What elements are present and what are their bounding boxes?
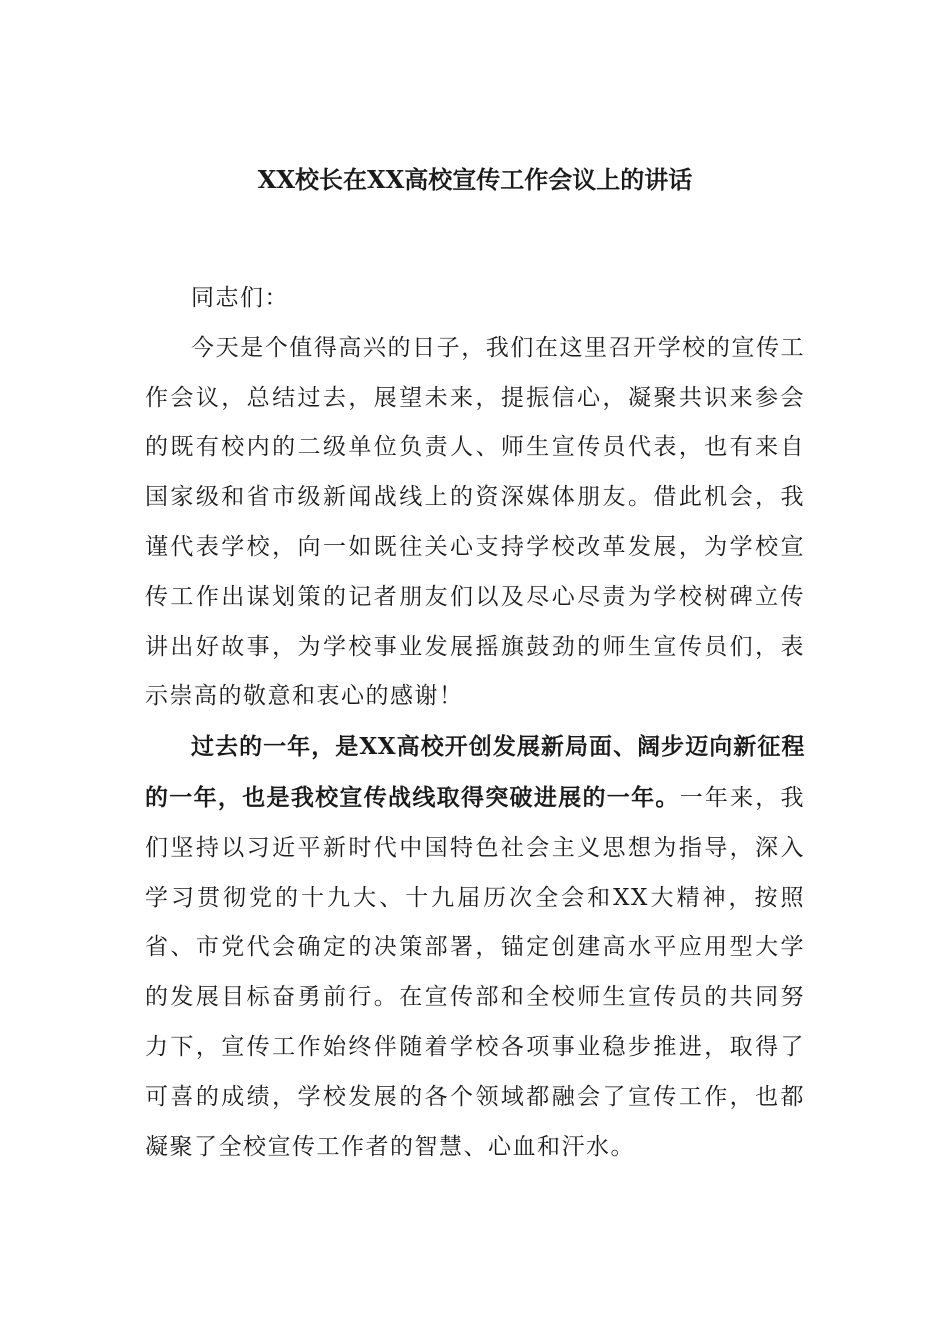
paragraph-review-text: 一年来，我们坚持以习近平新时代中国特色社会主义思想为指导，深入学习贯彻党的十九大、十九届历次全会和XX大精神，按照省、市党代会确定的决策部署，锚定创建高水平应用型大学的发展目标奋勇前行。在宣传部和全校师生宣传员的共同努力下，宣传工作始终伴随着学校各项事业稳步推进，取得了可喜的成绩，学校发展的各个领域都融会了宣传工作，也都凝聚了全校宣传工作者的智慧、心血和汗水。 [145,784,806,1160]
document-title: XX校长在XX高校宣传工作会议上的讲话 [257,165,693,194]
document-body [145,274,805,1172]
paragraph-review-lead: 过去的一年，是XX高校开创发展新局面、阔步迈向新征程的一年，也是我校宣传战线取得突破进展的一年。 [145,733,805,811]
paragraph-review [145,722,805,1172]
salutation: 同志们： [191,285,289,311]
paragraph-opening: 今天是个值得高兴的日子，我们在这里召开学校的宣传工作会议，总结过去，展望未来，提振信心，凝聚共识来参会的既有校内的二级单位负责人、师生宣传员代表，也有来自国家级和省市级新闻战线上的资深媒体朋友。借此机会，我谨代表学校，向一如既往关心支持学校改革发展，为学校宣传工作出谋划策的记者朋友们以及尽心尽责为学校树碑立传讲出好故事，为学校事业发展摇旗鼓劲的师生宣传员们，表示崇高的敬意和衷心的感谢！ [145,334,805,710]
